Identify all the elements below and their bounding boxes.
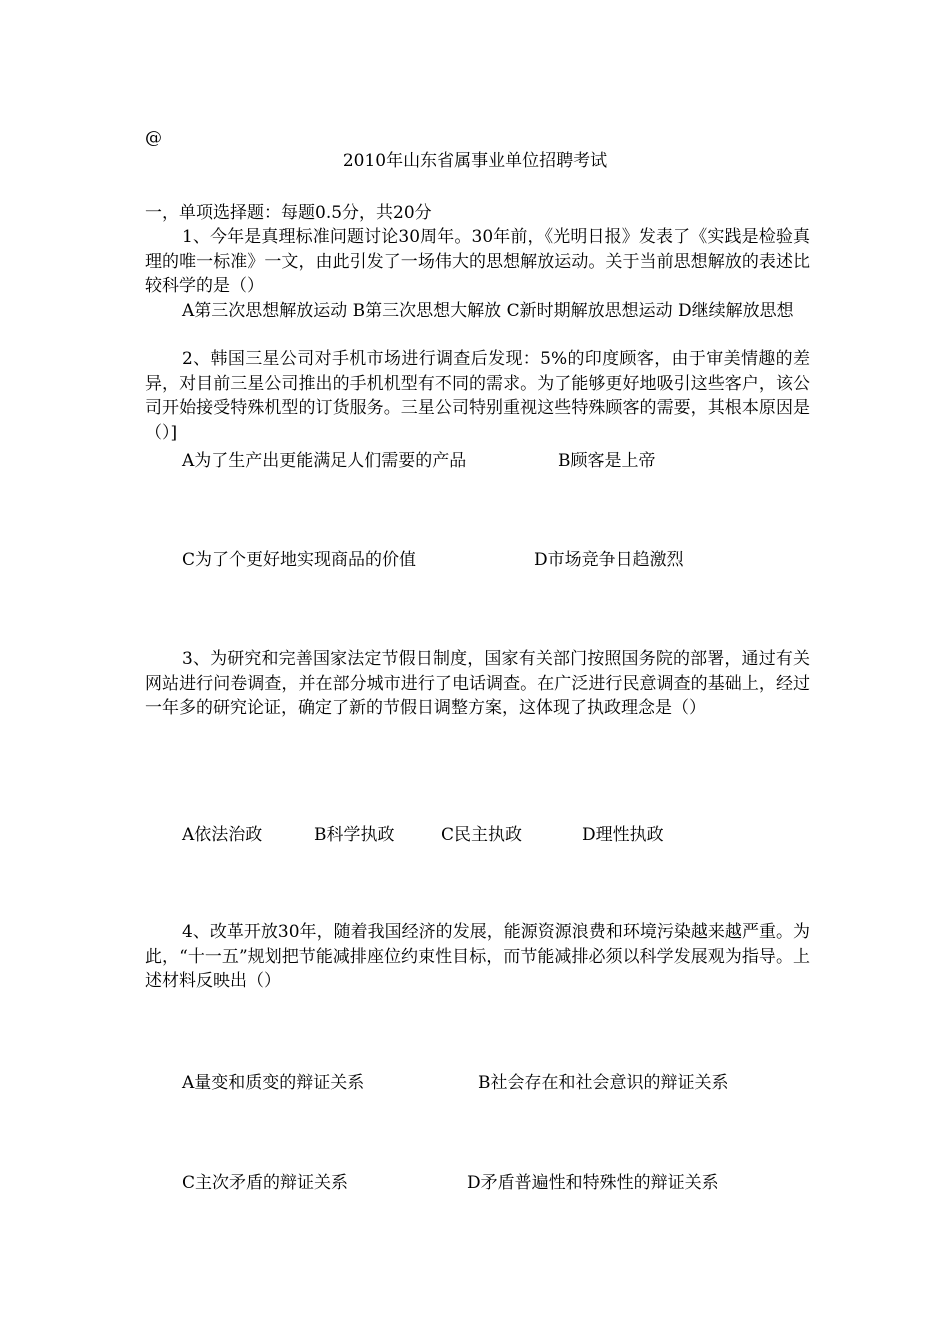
question-3-stem: 3、为研究和完善国家法定节假日制度，国家有关部门按照国务院的部署，通过有关网站进行问卷调查，并在部分城市进行了电话调查。在广泛进行民意调查的基础上，经过一年多的研究论证，确定了新的节假日调整方案，这体现了执政理念是（） — [145, 649, 810, 718]
question-4-stem: 4、改革开放30年，随着我国经济的发展，能源资源浪费和环境污染越来越严重。为此，“十一五”规划把节能减排座位约束性目标，而节能减排必须以科学发展观为指导。上述材料反映出（） — [145, 922, 810, 991]
question-4-option-a: A量变和质变的辩证关系 — [182, 1073, 365, 1093]
question-2-option-c: C为了个更好地实现商品的价值 — [182, 550, 417, 570]
document-title: 2010年山东省属事业单位招聘考试 — [342, 151, 608, 171]
question-3-option-d: D理性执政 — [582, 825, 664, 845]
question-4-option-b: B社会存在和社会意识的辩证关系 — [478, 1073, 729, 1093]
question-2-stem: 2、韩国三星公司对手机市场进行调查后发现：5%的印度顾客，由于审美情趣的差异，对目前三星公司推出的手机机型有不同的需求。为了能够更好地吸引这些客户，该公司开始接受特殊机型的订货服务。三星公司特别重视这些特殊顾客的需要，其根本原因是（）] — [145, 349, 810, 443]
question-2-option-b: B顾客是上帝 — [558, 451, 656, 471]
section-heading: 一，单项选择题：每题0.5分，共20分 — [145, 203, 432, 223]
at-mark: @ — [145, 128, 162, 148]
question-3-option-b: B科学执政 — [314, 825, 395, 845]
question-1-options: A第三次思想解放运动 B第三次思想大解放 C新时期解放思想运动 D继续解放思想 — [182, 301, 794, 321]
question-3-option-a: A依法治政 — [182, 825, 263, 845]
question-4-option-d: D矛盾普遍性和特殊性的辩证关系 — [467, 1173, 719, 1193]
question-3-option-c: C民主执政 — [441, 825, 523, 845]
question-1-stem: 1、今年是真理标准问题讨论30周年。30年前，《光明日报》发表了《实践是检验真理的唯一标准》一文，由此引发了一场伟大的思想解放运动。关于当前思想解放的表述比较科学的是（） — [145, 227, 810, 296]
question-2-option-a: A为了生产出更能满足人们需要的产品 — [182, 451, 467, 471]
question-4-option-c: C主次矛盾的辩证关系 — [182, 1173, 349, 1193]
question-2-option-d: D市场竞争日趋激烈 — [534, 550, 684, 570]
